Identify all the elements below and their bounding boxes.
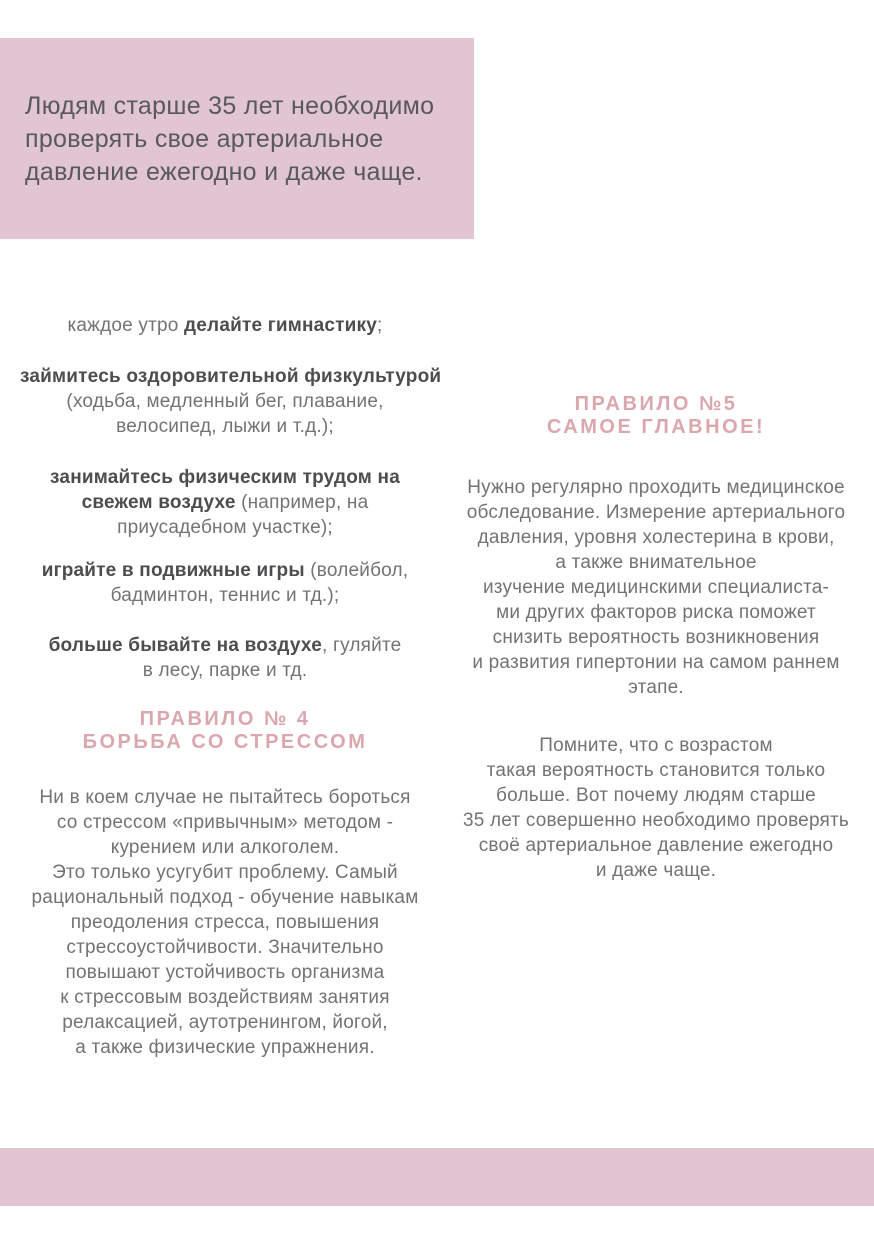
- text-line: [20, 658, 430, 683]
- text-line: [20, 313, 430, 338]
- rule-heading: [446, 393, 866, 439]
- bold-text: делайте гимнастику: [184, 315, 378, 336]
- text-line: ПРАВИЛО № 4: [139, 708, 311, 730]
- bold-text: больше бывайте на воздухе: [48, 635, 322, 656]
- intro-highlight-box: [0, 38, 474, 239]
- text-line: [446, 550, 866, 575]
- text-line: [20, 810, 430, 835]
- text-line: [20, 985, 430, 1010]
- regular-text: , гуляйте: [321, 635, 402, 656]
- text-block: [20, 558, 430, 608]
- text-line: [446, 575, 866, 600]
- text-line: [20, 515, 430, 540]
- intro-text-line: давление ежегодно и даже чаще.: [25, 158, 423, 186]
- regular-text: стрессоустойчивости. Значительно: [66, 937, 384, 958]
- regular-text: велосипед, лыжи и т.д.);: [116, 416, 334, 437]
- text-block: [20, 364, 442, 439]
- bold-text: занимайтесь физическим трудом на: [50, 467, 400, 488]
- regular-text: бадминтон, теннис и тд.);: [110, 585, 340, 606]
- text-line: [20, 583, 430, 608]
- text-line: [20, 414, 430, 439]
- footer-bar: [0, 1148, 874, 1206]
- text-line: [446, 675, 866, 700]
- regular-text: а также физические упражнения.: [75, 1037, 375, 1058]
- regular-text: Нужно регулярно проходить медицинское: [467, 477, 845, 498]
- regular-text: и развития гипертонии на самом раннем: [472, 652, 840, 673]
- text-line: [20, 490, 430, 515]
- text-line: [20, 558, 430, 583]
- text-line: [446, 475, 866, 500]
- rule-heading: [20, 708, 430, 754]
- regular-text: такая вероятность становится только: [486, 760, 826, 781]
- regular-text: этапе.: [628, 677, 684, 698]
- text-block: [20, 633, 430, 683]
- text-line: [446, 783, 866, 808]
- text-line: [20, 1035, 430, 1060]
- intro-text: [25, 90, 455, 189]
- bold-text: играйте в подвижные игры: [41, 560, 305, 581]
- text-line: [446, 758, 866, 783]
- regular-text: курением или алкоголем.: [110, 837, 340, 858]
- regular-text: преодоления стресса, повышения: [70, 912, 380, 933]
- bold-text: свежем воздухе: [81, 492, 236, 513]
- intro-text-line: проверять свое артериальное: [25, 125, 384, 153]
- text-line: [446, 500, 866, 525]
- intro-text-line: Людям старше 35 лет необходимо: [25, 92, 435, 120]
- regular-text: Это только усугубит проблему. Самый: [52, 862, 398, 883]
- text-line: [20, 633, 430, 658]
- regular-text: к стрессовым воздействиям занятия: [60, 987, 390, 1008]
- text-line: [446, 625, 866, 650]
- regular-text: Ни в коем случае не пытайтесь бороться: [39, 787, 411, 808]
- regular-text: ми других факторов риска поможет: [496, 602, 816, 623]
- regular-text: своё артериальное давление ежегодно: [478, 835, 834, 856]
- text-line: [446, 733, 866, 758]
- text-block: [446, 733, 866, 883]
- text-line: [20, 785, 430, 810]
- text-line: [20, 1010, 430, 1035]
- regular-text: а также внимательное: [555, 552, 757, 573]
- text-line: [20, 389, 430, 414]
- regular-text: изучение медицинскими специалиста-: [482, 577, 830, 598]
- regular-text: 35 лет совершенно необходимо проверять: [463, 810, 849, 831]
- regular-text: ;: [377, 315, 383, 336]
- right-column: [446, 393, 866, 909]
- text-line: [446, 833, 866, 858]
- regular-text: давления, уровня холестерина в крови,: [477, 527, 835, 548]
- text-line: [446, 650, 866, 675]
- bold-text: займитесь оздоровительной физкультурой: [20, 366, 442, 387]
- regular-text: приусадебном участке);: [117, 517, 333, 538]
- regular-text: (например, на: [235, 492, 369, 513]
- text-block: [446, 475, 866, 700]
- text-line: [20, 935, 430, 960]
- text-block: [20, 465, 430, 540]
- regular-text: Помните, что с возрастом: [539, 735, 773, 756]
- regular-text: рациональный подход - обучение навыкам: [31, 887, 419, 908]
- text-line: [446, 858, 866, 883]
- regular-text: обследование. Измерение артериального: [466, 502, 846, 523]
- regular-text: каждое утро: [67, 315, 185, 336]
- text-line: САМОЕ ГЛАВНОЕ!: [546, 416, 766, 438]
- text-line: БОРЬБА СО СТРЕССОМ: [82, 731, 368, 753]
- regular-text: и даже чаще.: [595, 860, 717, 881]
- regular-text: в лесу, парке и тд.: [142, 660, 308, 681]
- text-line: [446, 808, 866, 833]
- regular-text: релаксацией, аутотренингом, йогой,: [62, 1012, 388, 1033]
- text-block: [20, 785, 430, 1060]
- text-line: [446, 525, 866, 550]
- left-column: [20, 313, 442, 1086]
- text-line: [20, 860, 430, 885]
- text-block: [20, 313, 430, 338]
- regular-text: снизить вероятность возникновения: [492, 627, 820, 648]
- text-line: [20, 364, 442, 389]
- text-line: [446, 600, 866, 625]
- text-line: [20, 910, 430, 935]
- regular-text: больше. Вот почему людям старше: [496, 785, 816, 806]
- text-line: [20, 835, 430, 860]
- regular-text: (волейбол,: [304, 560, 409, 581]
- regular-text: со стрессом «привычным» методом -: [56, 812, 394, 833]
- text-line: [20, 885, 430, 910]
- regular-text: повышают устойчивость организма: [65, 962, 385, 983]
- regular-text: (ходьба, медленный бег, плавание,: [66, 391, 384, 412]
- text-line: [20, 960, 430, 985]
- text-line: ПРАВИЛО №5: [574, 393, 738, 415]
- text-line: [20, 465, 430, 490]
